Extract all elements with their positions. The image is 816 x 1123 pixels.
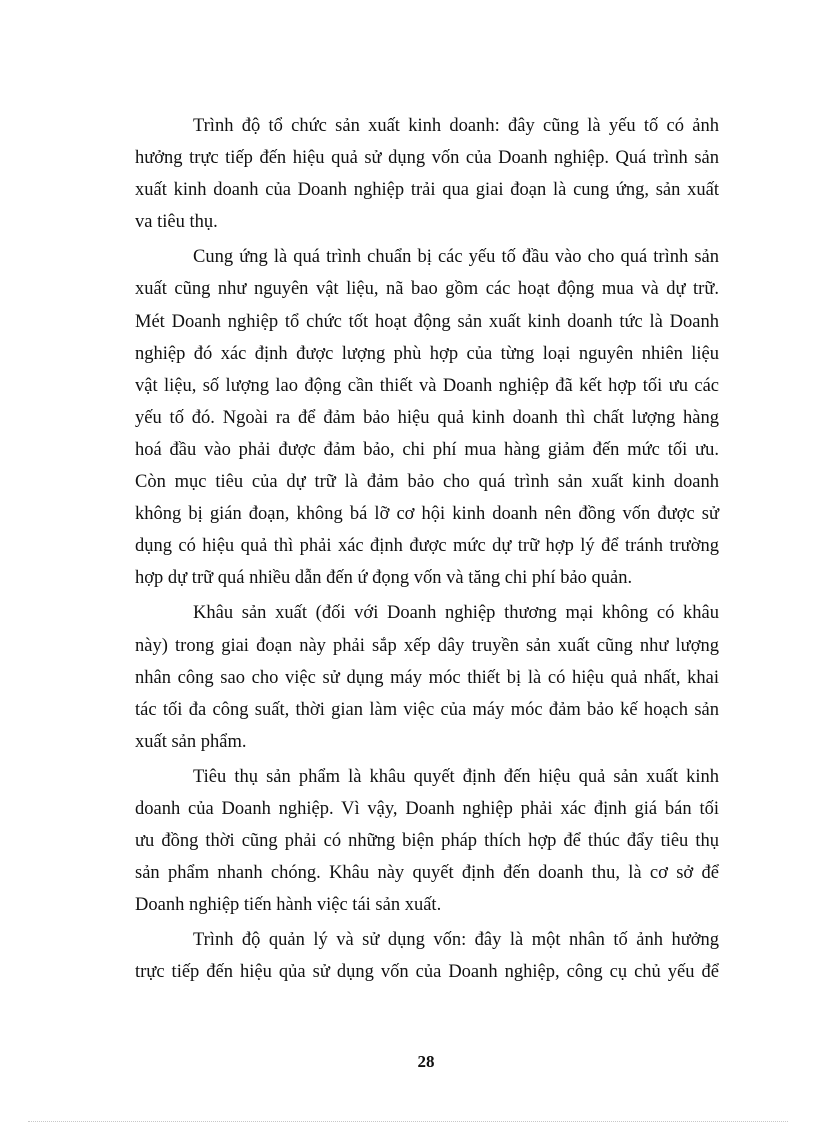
paragraph (135, 761, 719, 921)
text-line: vật liệu, số lượng lao động cần thiết và Doanh nghiệp đã kết hợp tối ưu các (135, 375, 719, 396)
text-line: Trình độ tổ chức sản xuất kinh doanh: đây cũng là yếu tố có ảnh (193, 116, 719, 136)
text-line: hưởng trực tiếp đến hiệu quả sử dụng vốn của Doanh nghiệp. Quá trình sản (135, 148, 719, 169)
text-line: Trình độ quản lý và sử dụng vốn: đây là một nhân tố ảnh hưởng (193, 930, 719, 951)
text-line: sản phẩm nhanh chóng. Khâu này quyết định đến doanh thu, là cơ sở để (135, 863, 719, 884)
text-line: nhân công sao cho việc sử dụng máy móc thiết bị là có hiệu quả nhất, khai (135, 667, 719, 688)
text-line: xuất cũng như nguyên vật liệu, nã bao gồm các hoạt động mua và dự trữ. (135, 279, 719, 300)
text-line: Còn mục tiêu của dự trữ là đảm bảo cho quá trình sản xuất kinh doanh (135, 472, 719, 493)
text-line: không bị gián đoạn, không bá lỡ cơ hội kinh doanh nên đồng vốn được sử (135, 504, 719, 525)
text-line: doanh của Doanh nghiệp. Vì vậy, Doanh nghiệp phải xác định giá bán tối (135, 798, 719, 819)
text-line: ưu đồng thời cũng phải có những biện pháp thích hợp để thúc đẩy tiêu thụ (135, 831, 719, 852)
text-line: Khâu sản xuất (đối với Doanh nghiệp thương mại không có khâu (193, 603, 719, 624)
text-line: tác tối đa công suất, thời gian làm việc của máy móc đảm bảo kế hoạch sản (135, 699, 719, 720)
text-line: hoá đầu vào phải được đảm bảo, chi phí mua hàng giảm đến mức tối ưu. (135, 439, 719, 460)
text-line: yếu tố đó. Ngoài ra để đảm bảo hiệu quả kinh doanh thì chất lượng hàng (135, 407, 719, 428)
paragraph (135, 110, 719, 238)
text-line: xuất sản phẩm. (135, 731, 247, 752)
paragraph (135, 597, 719, 757)
body-text (135, 110, 719, 989)
text-line: Cung ứng là quá trình chuẩn bị các yếu tố đầu vào cho quá trình sản (193, 247, 719, 268)
footer-rule (28, 1121, 788, 1122)
text-line: xuất kinh doanh của Doanh nghiệp trải qua giai đoạn là cung ứng, sản xuất (135, 180, 719, 201)
text-line: Mét Doanh nghiệp tổ chức tốt hoạt động sản xuất kinh doanh tức là Doanh (135, 311, 719, 332)
text-line: Doanh nghiệp tiến hành việc tái sản xuất. (135, 895, 442, 916)
text-line: Tiêu thụ sản phẩm là khâu quyết định đến hiệu quả sản xuất kinh (193, 766, 719, 787)
text-line: trực tiếp đến hiệu qủa sử dụng vốn của Doanh nghiệp, công cụ chủ yếu để (135, 962, 719, 983)
text-line: nghiệp đó xác định được lượng phù hợp của từng loại nguyên nhiên liệu (135, 343, 719, 364)
text-line: này) trong giai đoạn này phải sắp xếp dây truyền sản xuất cũng như lượng (135, 635, 719, 656)
paragraph (135, 241, 719, 594)
text-line: va tiêu thụ. (135, 212, 218, 233)
text-line: hợp dự trữ quá nhiều dẫn đến ứ đọng vốn và tăng chi phí bảo quản. (135, 568, 633, 589)
text-line: dụng có hiệu quả thì phải xác định được mức dự trữ hợp lý để tránh trường (135, 536, 719, 557)
paragraph (135, 924, 719, 988)
page-number: 28 (417, 1052, 435, 1071)
